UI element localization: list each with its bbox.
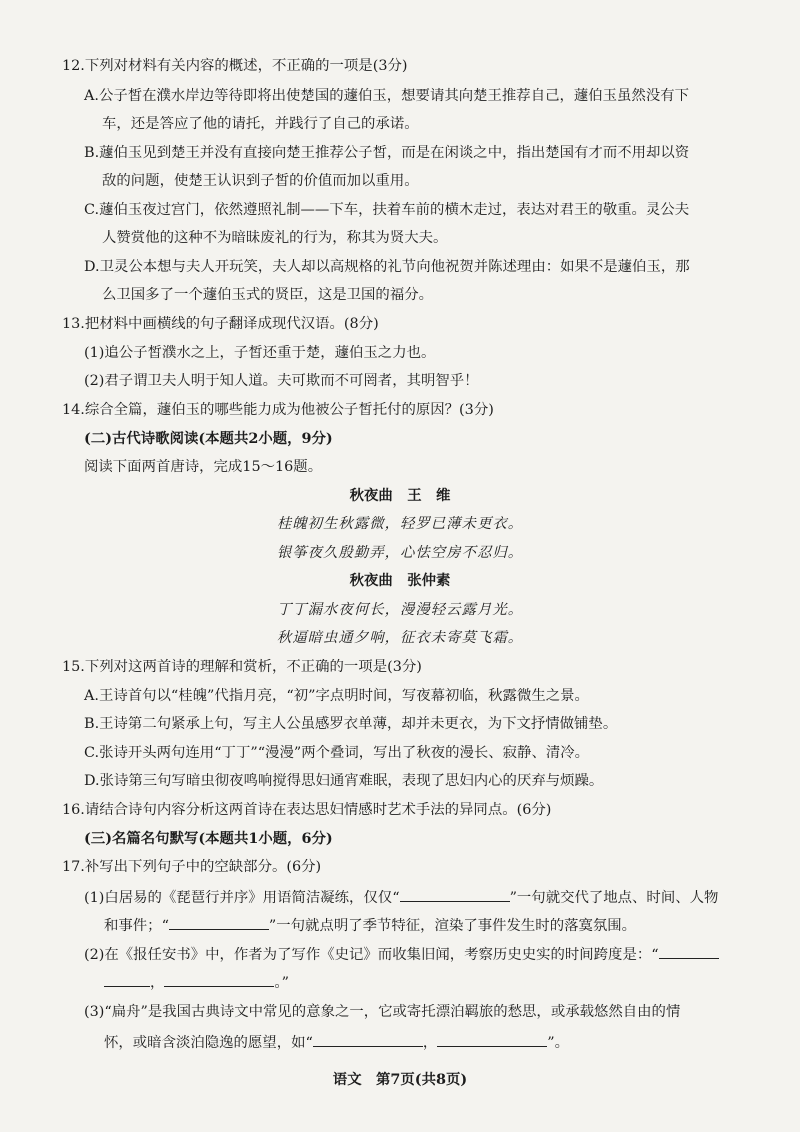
q17-item-1-cont	[104, 914, 636, 936]
poem-2-line-2: 秋逼暗虫通夕响，征衣未寄莫飞霜。	[276, 630, 524, 646]
q17-item-2-text-c: 。”	[274, 975, 289, 991]
answer-blank-2[interactable]	[169, 914, 269, 930]
q12-option-a-cont: 车，还是答应了他的请托，并践行了自己的承诺。	[102, 116, 419, 132]
poem-1-line-2: 银筝夜久殷勤弄，心怯空房不忍归。	[276, 545, 524, 561]
q15-option-d: D.张诗第三句写暗虫彻夜鸣响搅得思妇通宵难眠，表现了思妇内心的厌弃与烦躁。	[84, 773, 604, 789]
q17-item-3: (3)“扁舟”是我国古典诗文中常见的意象之一，它或寄托漂泊羁旅的愁思，或承载悠然自由的情	[84, 1004, 681, 1020]
answer-blank-3-cont[interactable]	[104, 971, 150, 987]
page-footer: 语文 第7页(共8页)	[332, 1071, 468, 1088]
section-3-header: (三)名篇名句默写(本题共1小题，6分)	[84, 830, 333, 847]
q15-option-b: B.王诗第二句紧承上句，写主人公虽感罗衣单薄，却并未更衣，为下文抒情做铺垫。	[84, 716, 618, 732]
q12-option-a: A.公子皙在濮水岸边等待即将出使楚国的蘧伯玉，想要请其向楚王推荐自己，蘧伯玉虽然没有下	[84, 88, 689, 104]
q17-item-2-cont	[104, 971, 289, 993]
q17-item-1-text-b: ”一句就交代了地点、时间、人物	[509, 890, 719, 906]
q17-item-1-text-a: (1)白居易的《琵琶行并序》用语简洁凝练，仅仅“	[84, 890, 400, 906]
poem-1-title: 秋夜曲 王 维	[349, 487, 451, 504]
q17-item-3-text-b: 怀，或暗含淡泊隐逸的愿望，如“	[104, 1035, 313, 1051]
q17-item-3-text-d: ”。	[547, 1035, 569, 1051]
q17-item-1	[84, 886, 718, 908]
q12-stem: 12.下列对材料有关内容的概述，不正确的一项是(3分)	[62, 58, 408, 74]
section-2-instruction: 阅读下面两首唐诗，完成15～16题。	[84, 459, 323, 475]
answer-blank-1[interactable]	[400, 886, 510, 902]
q17-item-1-text-c: 和事件；“	[104, 918, 169, 934]
answer-blank-4[interactable]	[164, 971, 274, 987]
q15-option-c: C.张诗开头两句连用“丁丁”“漫漫”两个叠词，写出了秋夜的漫长、寂静、清冷。	[84, 745, 590, 761]
q12-option-d-cont: 么卫国多了一个蘧伯玉式的贤臣，这是卫国的福分。	[102, 287, 433, 303]
q15-stem: 15.下列对这两首诗的理解和赏析，不正确的一项是(3分)	[62, 659, 422, 675]
poem-2-line-1: 丁丁漏水夜何长，漫漫轻云露月光。	[276, 602, 524, 618]
q12-option-b-cont: 敌的问题，使楚王认识到子皙的价值而加以重用。	[102, 173, 419, 189]
answer-blank-3[interactable]	[659, 943, 719, 959]
q12-option-c-cont: 人赞赏他的这种不为暗昧废礼的行为，称其为贤大夫。	[102, 230, 448, 246]
q17-item-2-text-b: ，	[150, 975, 165, 991]
answer-blank-6[interactable]	[437, 1031, 547, 1047]
q17-item-3-text-c: ，	[422, 1035, 438, 1051]
q17-item-3-cont	[104, 1031, 569, 1053]
q17-item-2-text-a: (2)在《报任安书》中，作者为了写作《史记》而收集旧闻，考察历史史实的时间跨度是：“	[84, 947, 659, 963]
q15-option-a: A.王诗首句以“桂魄”代指月亮，“初”字点明时间，写夜幕初临，秋露微生之景。	[84, 688, 589, 704]
q12-option-b: B.蘧伯玉见到楚王并没有直接向楚王推荐公子皙，而是在闲谈之中，指出楚国有才而不用却以资	[84, 145, 690, 161]
q13-sentence-1: (1)追公子皙濮水之上，子皙还重于楚，蘧伯玉之力也。	[84, 345, 436, 361]
q17-item-1-text-d: ”一句就点明了季节特征，渲染了事件发生时的落寞氛围。	[268, 918, 637, 934]
q17-stem: 17.补写出下列句子中的空缺部分。(6分)	[62, 859, 322, 875]
q14-stem: 14.综合全篇，蘧伯玉的哪些能力成为他被公子皙托付的原因？(3分)	[62, 402, 494, 418]
q13-sentence-2: (2)君子谓卫夫人明于知人道。夫可欺而不可罔者，其明智乎！	[84, 373, 479, 389]
section-2-header: (二)古代诗歌阅读(本题共2小题，9分)	[84, 430, 333, 447]
q13-stem: 13.把材料中画横线的句子翻译成现代汉语。(8分)	[62, 316, 379, 332]
q16-stem: 16.请结合诗句内容分析这两首诗在表达思妇情感时艺术手法的异同点。(6分)	[62, 802, 552, 818]
q12-option-c: C.蘧伯玉夜过宫门，依然遵照礼制——下车，扶着车前的横木走过，表达对君王的敬重。灵公夫	[84, 202, 690, 218]
answer-blank-5[interactable]	[313, 1031, 423, 1047]
poem-2-title: 秋夜曲 张仲素	[349, 572, 451, 589]
poem-1-line-1: 桂魄初生秋露微，轻罗已薄未更衣。	[276, 516, 524, 532]
q17-item-2	[84, 943, 719, 965]
q12-option-d: D.卫灵公本想与夫人开玩笑，夫人却以高规格的礼节向他祝贺并陈述理由：如果不是蘧伯玉，那	[84, 259, 690, 275]
